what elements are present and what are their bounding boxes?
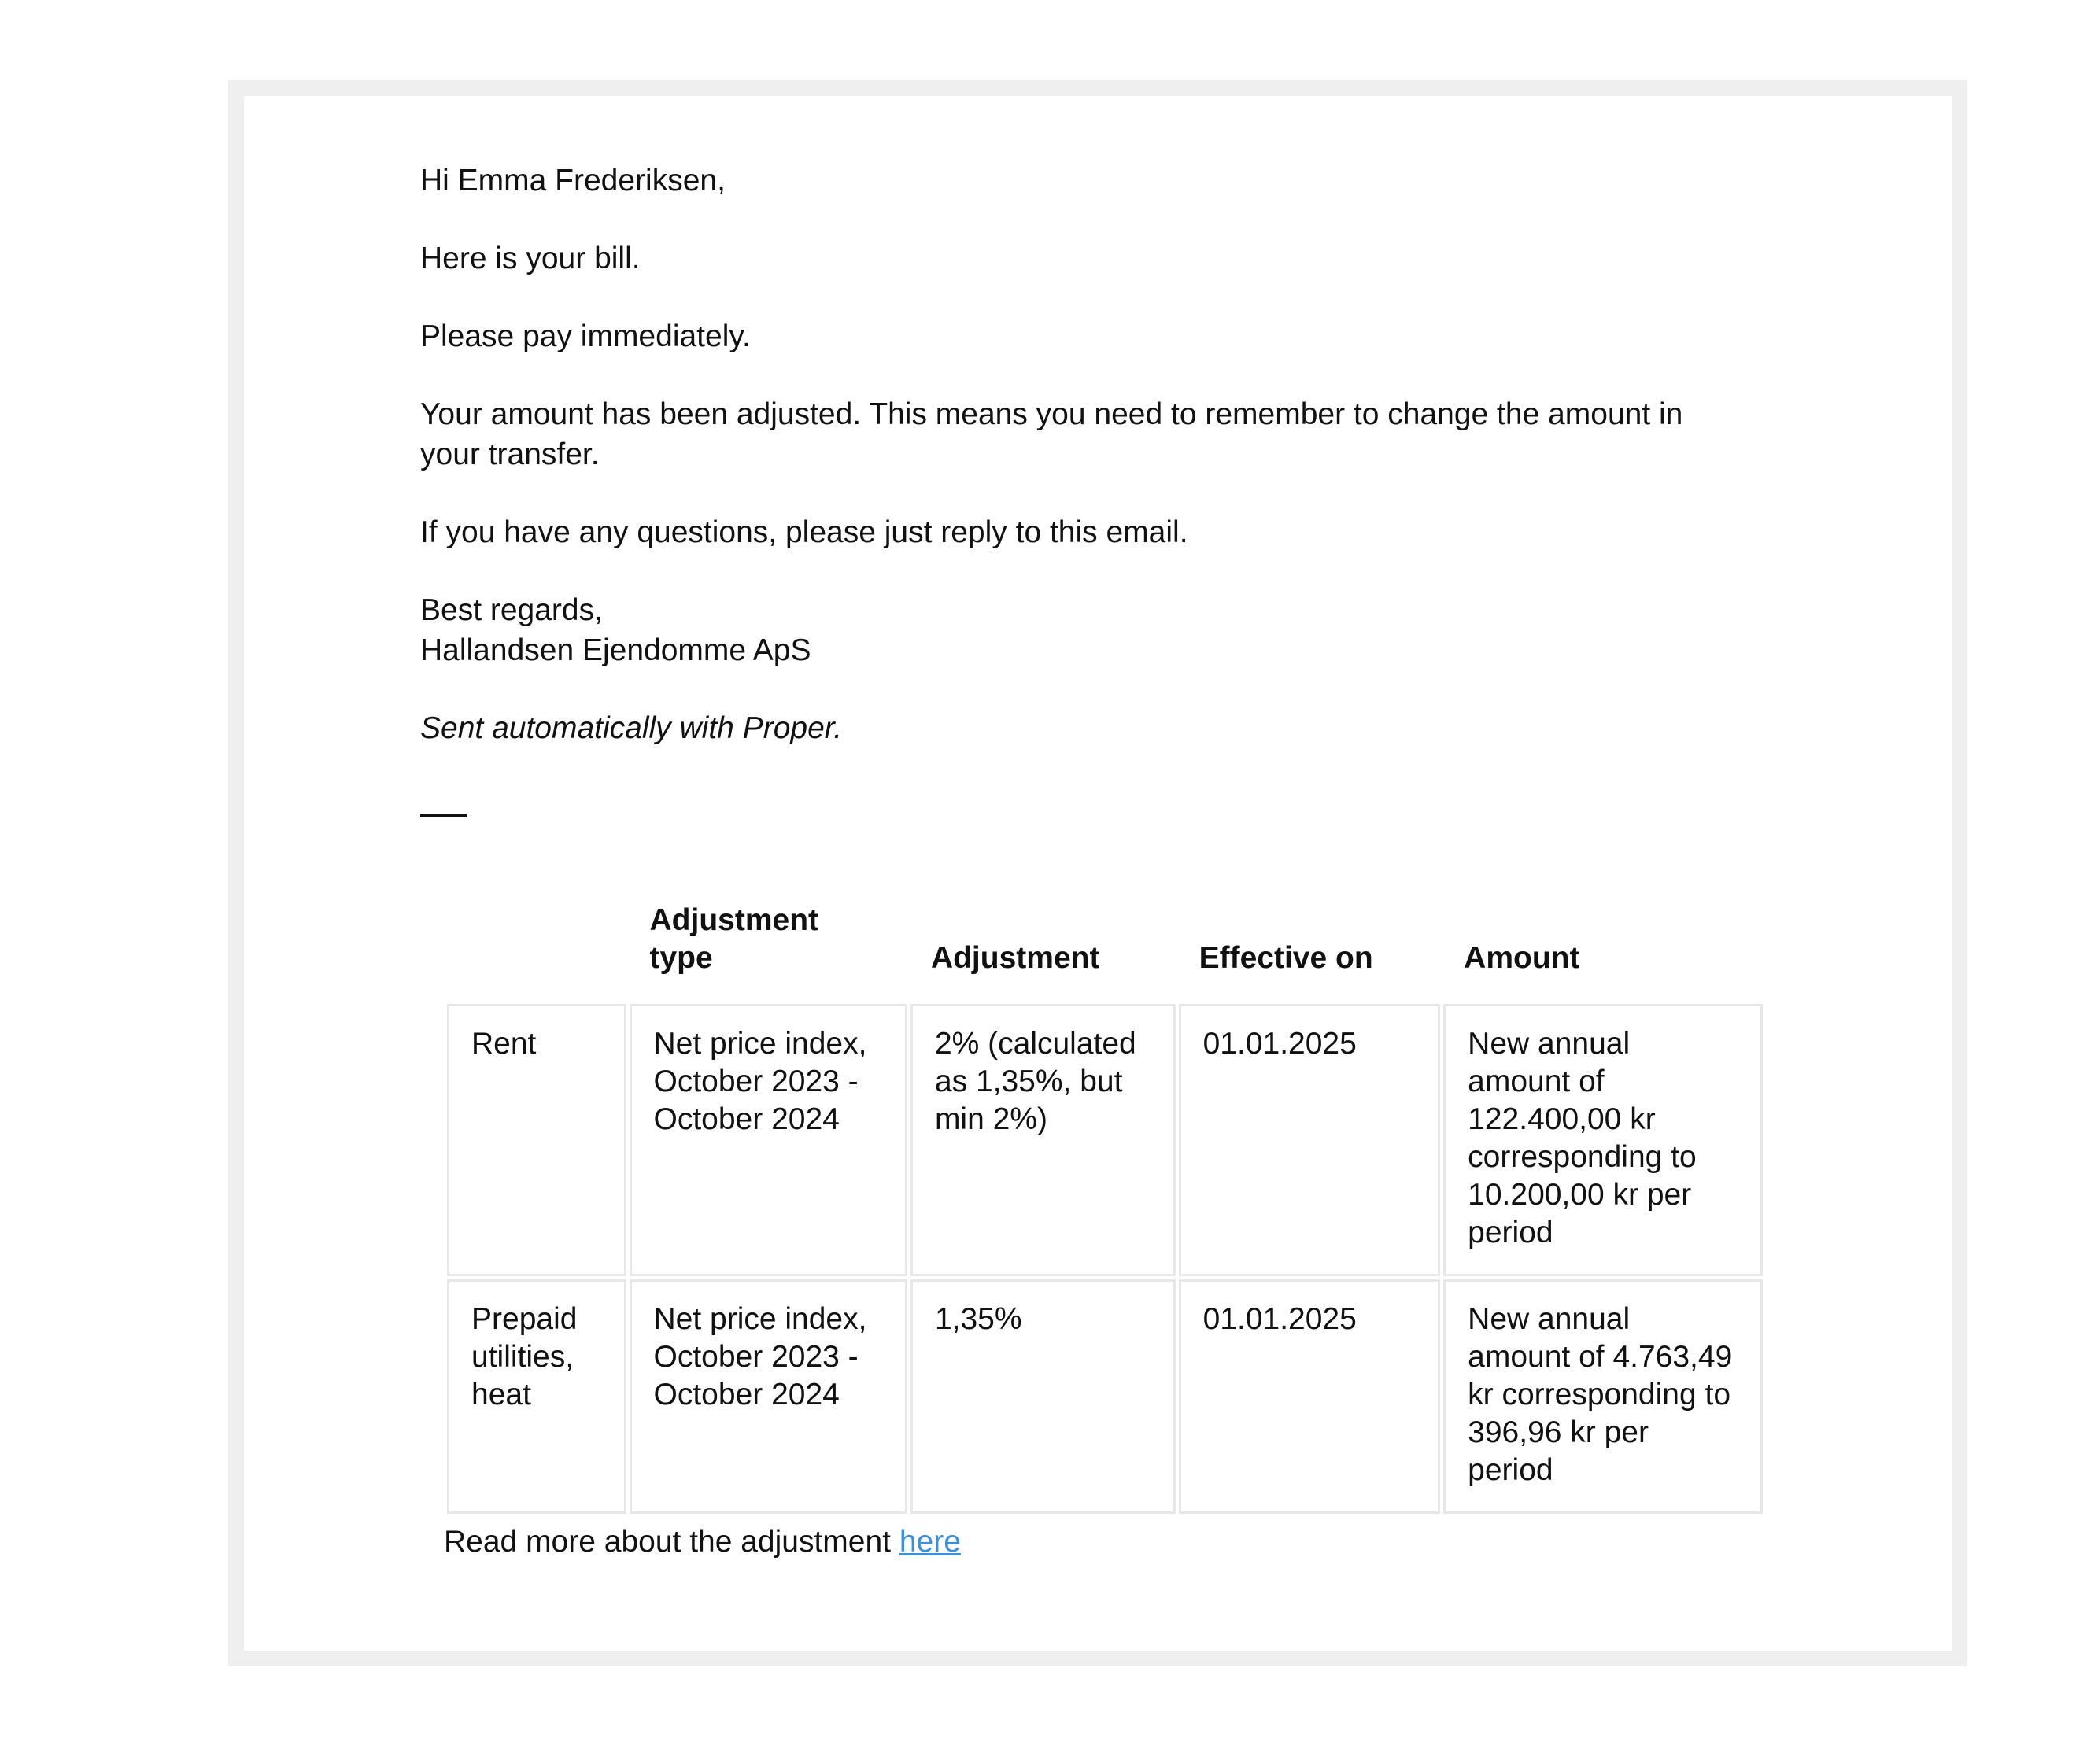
row-adjustment-type: Net price index, October 2023 - October 2024: [630, 1279, 907, 1514]
table-header-row: [447, 886, 1763, 1001]
header-empty: [447, 886, 626, 1001]
row-amount: New annual amount of 122.400,00 kr corresponding to 10.200,00 kr per period: [1443, 1004, 1763, 1276]
row-effective-on: 01.01.2025: [1179, 1004, 1441, 1276]
adjustment-table: [444, 883, 1766, 1517]
greeting: Hi Emma Frederiksen,: [420, 164, 726, 197]
questions-line: If you have any questions, please just reply to this email.: [420, 515, 1188, 549]
closing: Best regards,: [420, 593, 603, 627]
row-label: Prepaid utilities, heat: [447, 1279, 626, 1514]
table-row: [447, 1279, 1763, 1514]
sender-name: Hallandsen Ejendomme ApS: [420, 633, 811, 667]
bill-line: Here is your bill.: [420, 242, 641, 275]
table-row: [447, 1004, 1763, 1276]
read-more-link[interactable]: here: [899, 1525, 961, 1559]
signoff: [420, 590, 1742, 670]
auto-sent-note: Sent automatically with Proper.: [420, 711, 843, 745]
header-adjustment-type: Adjustment type: [649, 903, 818, 975]
row-adjustment-type: Net price index, October 2023 - October 2024: [630, 1004, 907, 1276]
header-effective-on: Effective on: [1199, 941, 1373, 975]
separator-line: [420, 814, 467, 817]
read-more-line: [444, 1522, 961, 1562]
header-amount: Amount: [1464, 941, 1580, 975]
adjusted-line: Your amount has been adjusted. This means you need to remember to change the amount in your transfer.: [420, 397, 1683, 471]
row-adjustment: 1,35%: [910, 1279, 1176, 1514]
adjustment-table-wrap: [444, 883, 1766, 1517]
row-label: Rent: [447, 1004, 626, 1276]
pay-line: Please pay immediately.: [420, 319, 751, 353]
email-card: [244, 96, 1952, 1651]
header-adjustment: Adjustment: [930, 941, 1100, 975]
read-more-text: Read more about the adjustment: [444, 1525, 899, 1559]
row-adjustment: 2% (calculated as 1,35%, but min 2%): [910, 1004, 1176, 1276]
row-amount: New annual amount of 4.763,49 kr corresponding to 396,96 kr per period: [1443, 1279, 1763, 1514]
row-effective-on: 01.01.2025: [1179, 1279, 1441, 1514]
email-frame: [228, 80, 1967, 1666]
email-body: [420, 161, 1742, 817]
